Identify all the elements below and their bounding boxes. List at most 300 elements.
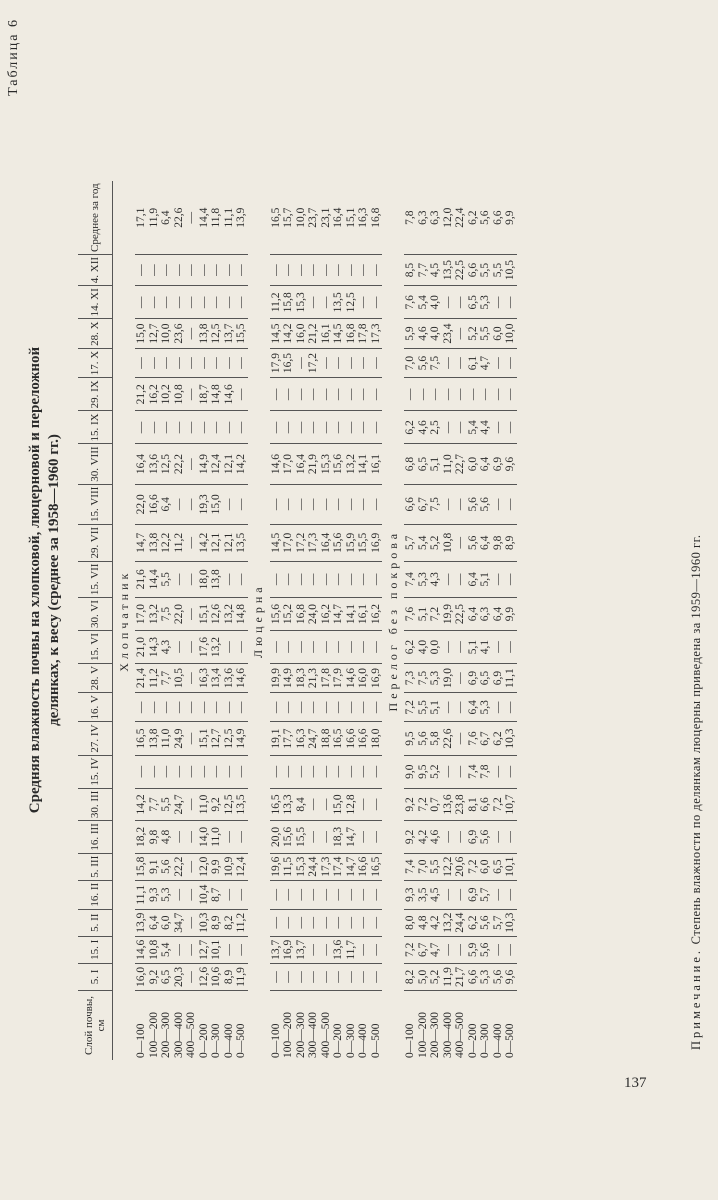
value-cell: 9,2 xyxy=(404,829,416,845)
layer-label: 0—300 xyxy=(344,1023,357,1058)
value-cell: — xyxy=(344,573,357,586)
layer-label: 0—100 xyxy=(269,1023,282,1058)
value-cell: 10,0 xyxy=(160,323,172,344)
value-column xyxy=(270,598,383,631)
value-cell: 14,2 xyxy=(282,323,294,344)
value-cell: 16,9 xyxy=(369,668,382,689)
value-column xyxy=(270,963,383,990)
value-cell: — xyxy=(269,388,282,401)
value-cell: — xyxy=(441,296,454,309)
value-cell: 17,7 xyxy=(282,728,294,749)
footnote-lead: Примечание. xyxy=(689,947,703,1050)
value-cell: 16,4 xyxy=(294,454,307,475)
value-cell: 6,0 xyxy=(466,456,479,472)
value-cell: 6,6 xyxy=(491,210,504,225)
layer-labels xyxy=(404,991,517,1061)
value-cell: — xyxy=(454,944,466,956)
value-cell: 12,5 xyxy=(222,794,235,815)
value-cell: — xyxy=(357,573,369,586)
value-cell: 10,1 xyxy=(210,939,222,960)
value-cell: — xyxy=(504,765,516,778)
value-cell: 13,2 xyxy=(210,636,222,658)
value-cell: 24,7 xyxy=(307,728,319,749)
value-cell: — xyxy=(235,831,247,843)
value-cell: 17,0 xyxy=(135,604,147,625)
value-cell: — xyxy=(441,888,454,901)
value-cell: — xyxy=(369,641,382,653)
value-cell: — xyxy=(160,765,172,778)
value-cell: — xyxy=(344,971,357,983)
value-cell: — xyxy=(185,672,197,684)
layer-label: 300—400 xyxy=(441,1012,454,1058)
layer-label: 400—500 xyxy=(185,1012,197,1058)
value-cell: — xyxy=(344,888,357,901)
value-cell: 8,9 xyxy=(504,535,516,550)
value-cell: 15,9 xyxy=(344,532,357,553)
value-cell: 21,7 xyxy=(454,966,466,987)
value-cell: 7,7 xyxy=(147,797,160,812)
value-column xyxy=(270,631,383,664)
value-column xyxy=(270,319,383,348)
value-cell: 16,8 xyxy=(344,323,357,344)
value-cell: — xyxy=(294,641,307,653)
value-cell: — xyxy=(504,701,516,714)
value-cell: 14,2 xyxy=(135,794,147,815)
value-cell: 8,9 xyxy=(210,915,222,930)
value-cell: — xyxy=(491,831,504,843)
value-cell: 13,8 xyxy=(147,532,160,553)
value-cell: — xyxy=(185,798,197,811)
section-data-row xyxy=(135,181,248,1060)
value-cell: 12,0 xyxy=(441,207,454,228)
value-cell: — xyxy=(332,264,344,276)
value-cell: — xyxy=(185,421,197,434)
value-cell: 11,0 xyxy=(210,827,222,847)
value-cell: — xyxy=(369,916,382,929)
value-cell: — xyxy=(319,573,332,586)
value-cell: 12,5 xyxy=(344,292,357,313)
value-cell: 5,4 xyxy=(416,295,429,310)
value-cell: — xyxy=(307,944,319,956)
value-cell: 16,5 xyxy=(282,352,294,374)
value-cell: — xyxy=(441,573,454,586)
value-column xyxy=(270,254,383,285)
value-cell: 7,0 xyxy=(416,859,429,874)
value-cell: — xyxy=(160,296,172,309)
column-header: 5. II xyxy=(78,909,113,936)
value-column xyxy=(270,663,383,692)
value-cell: 5,7 xyxy=(479,887,491,902)
value-cell: — xyxy=(504,421,516,434)
value-column xyxy=(404,821,517,854)
value-column xyxy=(404,561,517,598)
value-cell: 7,8 xyxy=(404,210,416,225)
value-cell: 14,6 xyxy=(222,384,235,405)
value-cell: 0,0 xyxy=(429,639,441,655)
value-cell: 10,5 xyxy=(172,668,185,689)
value-cell: 7,4 xyxy=(404,572,416,587)
value-column xyxy=(135,524,248,561)
value-cell: 13,5 xyxy=(332,292,344,313)
value-cell: — xyxy=(441,831,454,843)
value-cell: 13,5 xyxy=(441,260,454,281)
value-cell: — xyxy=(369,944,382,956)
value-column xyxy=(135,663,248,692)
value-cell: 16,6 xyxy=(147,494,160,515)
value-cell: — xyxy=(282,701,294,714)
value-cell: 16,0 xyxy=(135,966,147,987)
value-cell: — xyxy=(185,641,197,653)
value-cell: 15,8 xyxy=(282,292,294,313)
value-cell: 17,6 xyxy=(197,636,210,658)
value-cell: — xyxy=(307,701,319,714)
value-cell: — xyxy=(172,888,185,901)
value-cell: 12,1 xyxy=(222,532,235,553)
value-column xyxy=(404,722,517,755)
value-cell: 7,4 xyxy=(404,859,416,874)
value-cell: 9,8 xyxy=(491,535,504,550)
value-cell: 16,3 xyxy=(294,728,307,749)
value-cell: 16,3 xyxy=(357,207,369,228)
value-cell: — xyxy=(332,916,344,929)
value-cell: 14,2 xyxy=(197,532,210,553)
value-cell: 17,2 xyxy=(294,532,307,553)
value-cell: 16,8 xyxy=(294,604,307,625)
value-cell: — xyxy=(210,765,222,778)
value-cell: 4,3 xyxy=(160,639,172,655)
value-cell: — xyxy=(307,888,319,901)
layer-label: 0—500 xyxy=(369,1023,382,1058)
value-cell: 9,8 xyxy=(147,829,160,845)
value-cell: — xyxy=(344,641,357,653)
value-cell: 6,9 xyxy=(491,456,504,472)
value-cell: 6,5 xyxy=(491,859,504,874)
value-cell: 21,0 xyxy=(135,636,147,658)
value-cell: — xyxy=(454,296,466,309)
value-cell: 7,3 xyxy=(404,670,416,686)
value-cell: 6,2 xyxy=(466,210,479,225)
value-cell: — xyxy=(332,357,344,369)
value-cell: — xyxy=(282,888,294,901)
value-cell: 13,9 xyxy=(235,207,247,228)
value-cell: 2,5 xyxy=(429,420,441,435)
value-cell: — xyxy=(491,701,504,714)
value-cell: 16,6 xyxy=(357,856,369,877)
value-cell: 34,7 xyxy=(172,912,185,933)
value-cell: 21,2 xyxy=(307,323,319,344)
column-header: 14. XI xyxy=(78,286,113,319)
value-cell: — xyxy=(172,421,185,434)
value-cell: 15,6 xyxy=(269,604,282,625)
value-cell: 12,8 xyxy=(344,794,357,815)
value-cell: — xyxy=(454,641,466,653)
value-column xyxy=(404,909,517,936)
value-cell: — xyxy=(147,765,160,778)
value-cell: — xyxy=(491,641,504,653)
value-cell: 11,5 xyxy=(282,856,294,877)
value-cell: 5,6 xyxy=(466,497,479,512)
value-cell: — xyxy=(479,388,491,401)
value-cell: 17,3 xyxy=(369,323,382,344)
value-cell: 13,6 xyxy=(222,668,235,689)
value-cell: 9,9 xyxy=(504,606,516,622)
value-cell: — xyxy=(222,264,235,276)
value-cell: 24,9 xyxy=(172,728,185,749)
value-cell: — xyxy=(369,831,382,843)
value-cell: — xyxy=(357,765,369,778)
value-cell: 13,7 xyxy=(222,323,235,344)
value-cell: — xyxy=(357,388,369,401)
value-cell: 4,7 xyxy=(429,942,441,957)
value-cell: 14,5 xyxy=(269,532,282,553)
value-cell: 17,9 xyxy=(332,668,344,689)
value-column xyxy=(270,348,383,377)
value-cell: 14,1 xyxy=(357,454,369,475)
value-column xyxy=(135,821,248,854)
value-cell: — xyxy=(369,498,382,511)
value-cell: 4,6 xyxy=(416,326,429,341)
value-cell: 10,5 xyxy=(504,260,516,281)
value-cell: 7,5 xyxy=(160,606,172,622)
value-cell: 20,0 xyxy=(269,826,282,847)
value-column xyxy=(404,788,517,821)
value-cell: 13,8 xyxy=(147,728,160,749)
value-cell: 12,6 xyxy=(210,604,222,625)
value-cell: — xyxy=(332,765,344,778)
value-cell: 6,2 xyxy=(404,420,416,435)
value-cell: — xyxy=(307,421,319,434)
value-cell: — xyxy=(282,916,294,929)
value-cell: — xyxy=(210,296,222,309)
value-cell: — xyxy=(344,498,357,511)
value-cell: — xyxy=(235,264,247,276)
value-cell: 6,9 xyxy=(466,829,479,845)
value-cell: 6,9 xyxy=(466,887,479,902)
value-cell: — xyxy=(294,421,307,434)
value-column xyxy=(404,444,517,484)
value-cell: — xyxy=(294,888,307,901)
value-cell: 10,9 xyxy=(222,856,235,877)
value-cell: — xyxy=(332,388,344,401)
value-cell: — xyxy=(185,573,197,586)
column-header: 4. XII xyxy=(78,254,113,285)
column-header: 15. VII xyxy=(78,561,113,598)
value-cell: 10,8 xyxy=(441,532,454,553)
value-cell: 10,3 xyxy=(504,728,516,749)
value-cell: 7,2 xyxy=(416,797,429,812)
value-cell: 9,2 xyxy=(210,797,222,812)
value-cell: — xyxy=(319,831,332,843)
layer-label: 0—100 xyxy=(404,1023,416,1058)
value-cell: — xyxy=(357,888,369,901)
value-cell: 20,6 xyxy=(454,856,466,877)
value-column xyxy=(270,444,383,484)
value-cell: 15,1 xyxy=(197,604,210,625)
value-column xyxy=(270,821,383,854)
value-cell: 10,6 xyxy=(210,966,222,987)
value-cell: 15,5 xyxy=(235,323,247,344)
value-cell: 15,3 xyxy=(319,454,332,475)
value-cell: 14,7 xyxy=(344,826,357,847)
value-column xyxy=(270,561,383,598)
value-cell: 14,4 xyxy=(147,569,160,590)
value-cell: — xyxy=(454,732,466,745)
column-header: 29. IX xyxy=(78,378,113,411)
value-cell: 11,8 xyxy=(210,207,222,228)
table-title xyxy=(26,80,64,1080)
value-cell: — xyxy=(357,357,369,369)
value-column xyxy=(404,524,517,561)
value-cell: — xyxy=(282,264,294,276)
value-cell: 15,3 xyxy=(294,292,307,313)
value-cell: 16,2 xyxy=(147,384,160,405)
value-cell: 0,7 xyxy=(429,797,441,812)
value-cell: 5,6 xyxy=(416,355,429,371)
column-header: 15. IX xyxy=(78,411,113,444)
value-cell: — xyxy=(344,421,357,434)
value-cell: 5,3 xyxy=(416,572,429,587)
value-cell: — xyxy=(307,498,319,511)
value-cell: 8,2 xyxy=(222,915,235,930)
value-cell: — xyxy=(319,765,332,778)
value-cell: 14,8 xyxy=(210,384,222,405)
value-cell: 9,0 xyxy=(404,764,416,779)
value-cell: 9,1 xyxy=(147,859,160,874)
value-cell: 10,3 xyxy=(197,912,210,933)
column-header: 5. III xyxy=(78,853,113,880)
value-cell: — xyxy=(357,641,369,653)
value-column xyxy=(270,853,383,880)
layer-label: 100—200 xyxy=(416,1012,429,1058)
value-cell: — xyxy=(454,701,466,714)
value-cell: 17,0 xyxy=(282,532,294,553)
value-cell: — xyxy=(282,573,294,586)
value-cell: 21,6 xyxy=(135,569,147,590)
value-cell: — xyxy=(185,296,197,309)
column-header: Слой почвы, см xyxy=(78,991,113,1061)
value-cell: 5,1 xyxy=(416,606,429,622)
value-cell: 18,3 xyxy=(332,826,344,847)
value-cell: 16,1 xyxy=(357,604,369,625)
value-cell: 17,3 xyxy=(319,856,332,877)
value-cell: — xyxy=(504,641,516,653)
value-cell: 5,4 xyxy=(416,535,429,550)
value-column xyxy=(270,936,383,963)
value-cell: 7,2 xyxy=(404,700,416,715)
value-cell: 5,8 xyxy=(429,731,441,746)
value-cell: 22,6 xyxy=(441,728,454,749)
value-cell: 6,7 xyxy=(416,942,429,957)
value-cell: 15,0 xyxy=(210,494,222,515)
value-cell: — xyxy=(135,296,147,309)
value-cell: 13,5 xyxy=(235,794,247,815)
value-cell: 18,8 xyxy=(319,728,332,749)
value-cell: — xyxy=(172,296,185,309)
table-label: Таблица 6 xyxy=(6,18,21,96)
layer-label: 0—100 xyxy=(135,1023,147,1058)
value-cell: 19,3 xyxy=(197,494,210,515)
value-cell: — xyxy=(160,421,172,434)
value-cell: 14,0 xyxy=(197,826,210,847)
value-cell: — xyxy=(172,831,185,843)
value-cell: — xyxy=(172,944,185,956)
value-cell: — xyxy=(269,888,282,901)
value-column xyxy=(270,693,383,722)
value-cell: — xyxy=(235,765,247,778)
layer-label: 200—300 xyxy=(429,1012,441,1058)
value-cell: 11,7 xyxy=(344,939,357,960)
value-column xyxy=(135,598,248,631)
value-column xyxy=(404,963,517,990)
value-cell: 5,3 xyxy=(429,670,441,686)
value-cell: 6,9 xyxy=(466,670,479,686)
value-cell: 14,8 xyxy=(235,604,247,625)
value-cell: — xyxy=(369,296,382,309)
value-cell: 19,0 xyxy=(441,668,454,689)
value-cell: — xyxy=(222,944,235,956)
value-cell: 16,0 xyxy=(294,323,307,344)
value-cell: 16,3 xyxy=(197,668,210,689)
value-cell: 5,1 xyxy=(466,639,479,655)
value-cell: 11,0 xyxy=(441,454,454,474)
value-cell: 7,4 xyxy=(466,764,479,779)
value-cell: 16,6 xyxy=(357,728,369,749)
value-cell: — xyxy=(172,264,185,276)
value-cell: — xyxy=(454,327,466,340)
layer-label: 300—400 xyxy=(172,1012,185,1058)
value-cell: — xyxy=(319,701,332,714)
value-cell: — xyxy=(282,765,294,778)
value-cell: — xyxy=(504,831,516,843)
value-cell: 13,7 xyxy=(269,939,282,960)
value-cell: 7,7 xyxy=(160,670,172,686)
value-cell: — xyxy=(269,916,282,929)
value-cell: 21,3 xyxy=(307,668,319,689)
value-cell: 4,0 xyxy=(416,639,429,655)
value-cell: — xyxy=(307,765,319,778)
value-cell: 15,5 xyxy=(294,826,307,847)
value-cell: 14,1 xyxy=(344,604,357,625)
value-cell: — xyxy=(222,421,235,434)
humidity-table xyxy=(78,181,517,1060)
layer-label: 0—500 xyxy=(235,1023,247,1058)
value-cell: — xyxy=(222,498,235,511)
value-cell: 10,8 xyxy=(172,384,185,405)
layer-label: 0—200 xyxy=(466,1023,479,1058)
column-header: 16. II xyxy=(78,880,113,909)
value-cell: 16,4 xyxy=(319,532,332,553)
value-cell: — xyxy=(135,264,147,276)
value-cell: 12,1 xyxy=(210,532,222,553)
value-cell: — xyxy=(235,421,247,434)
value-cell: 5,7 xyxy=(404,535,416,550)
value-cell: — xyxy=(332,421,344,434)
value-cell: 9,2 xyxy=(147,969,160,985)
value-cell: 7,2 xyxy=(466,859,479,874)
value-cell: 14,7 xyxy=(344,856,357,877)
value-cell: 6,4 xyxy=(466,572,479,587)
value-column xyxy=(135,411,248,444)
value-cell: — xyxy=(269,641,282,653)
value-cell: — xyxy=(357,421,369,434)
value-cell: 16,5 xyxy=(269,794,282,815)
footnote-text: Степень влажности по делянкам люцерны приведена за 1959—1960 гг. xyxy=(689,534,703,948)
value-cell: 22,4 xyxy=(454,207,466,228)
value-cell: 13,8 xyxy=(210,569,222,590)
value-cell: 15,7 xyxy=(282,207,294,228)
layer-label: 200—300 xyxy=(160,1012,172,1058)
value-cell: — xyxy=(235,357,247,369)
